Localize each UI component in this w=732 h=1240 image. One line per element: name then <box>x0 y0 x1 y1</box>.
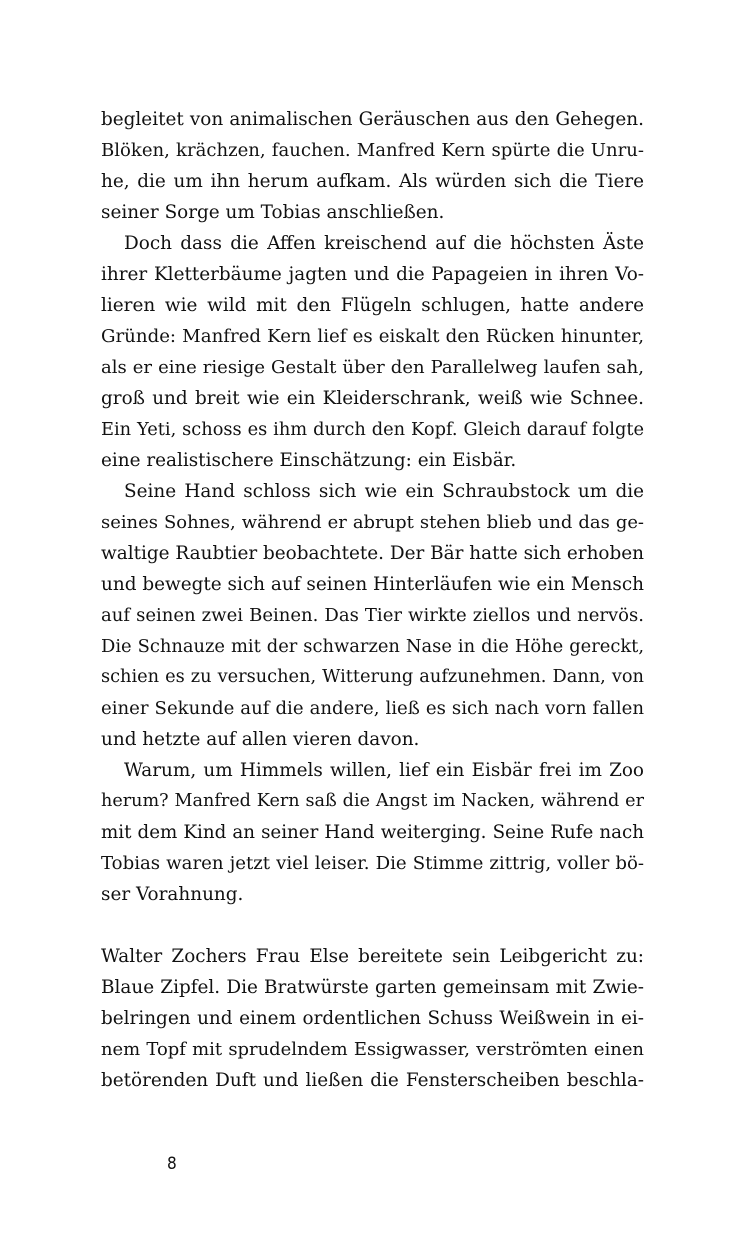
text-line: Blöken, krächzen, fauchen. Manfred Kern spürte die Unru- <box>101 140 644 161</box>
section-break <box>101 910 644 941</box>
body-text <box>101 104 644 1096</box>
text-line: ser Vorahnung. <box>101 884 244 905</box>
text-line: Ein Yeti, schoss es ihm durch den Kopf. Gleich darauf folgte <box>101 419 644 440</box>
text-line: als er eine riesige Gestalt über den Parallelweg laufen sah, <box>101 357 644 378</box>
paragraph <box>101 476 644 755</box>
text-line: Walter Zochers Frau Else bereitete sein Leibgericht zu: <box>101 946 644 967</box>
text-line: belringen und einem ordentlichen Schuss Weißwein in ei- <box>101 1008 644 1029</box>
paragraph <box>101 755 644 910</box>
text-line: und hetzte auf allen vieren davon. <box>101 729 420 750</box>
text-line: groß und breit wie ein Kleiderschrank, weiß wie Schnee. <box>101 388 644 409</box>
text-line: auf seinen zwei Beinen. Das Tier wirkte ziellos und nervös. <box>101 605 644 626</box>
text-line: Doch dass die Affen kreischend auf die höchsten Äste <box>124 233 644 254</box>
text-line: seines Sohnes, während er abrupt stehen blieb und das ge- <box>101 512 644 533</box>
text-line: begleitet von animalischen Geräuschen aus den Gehegen. <box>101 109 644 130</box>
text-line: eine realistischere Einschätzung: ein Eisbär. <box>101 450 517 471</box>
text-line: Warum, um Himmels willen, lief ein Eisbär frei im Zoo <box>124 760 644 781</box>
paragraph <box>101 941 644 1096</box>
text-line: nem Topf mit sprudelndem Essigwasser, verströmten einen <box>101 1039 644 1060</box>
text-line: mit dem Kind an seiner Hand weiterging. Seine Rufe nach <box>101 822 644 843</box>
paragraph <box>101 228 644 476</box>
text-line: lieren wie wild mit den Flügeln schlugen, hatte andere <box>101 295 644 316</box>
text-line: ihrer Kletterbäume jagten und die Papageien in ihren Vo- <box>101 264 644 285</box>
text-line: schien es zu versuchen, Witterung aufzunehmen. Dann, von <box>101 667 644 687</box>
text-line: Seine Hand schloss sich wie ein Schraubstock um die <box>124 481 644 502</box>
text-line: he, die um ihn herum aufkam. Als würden sich die Tiere <box>101 171 644 192</box>
text-line: seiner Sorge um Tobias anschließen. <box>101 202 445 223</box>
text-line: einer Sekunde auf die andere, ließ es sich nach vorn fallen <box>101 698 644 719</box>
text-line: Die Schnauze mit der schwarzen Nase in die Höhe gereckt, <box>101 636 644 657</box>
text-line: waltige Raubtier beobachtete. Der Bär hatte sich erhoben <box>101 543 644 564</box>
page-number: 8 <box>167 1154 177 1174</box>
text-line: Blaue Zipfel. Die Bratwürste garten gemeinsam mit Zwie- <box>101 977 644 998</box>
text-line: herum? Manfred Kern saß die Angst im Nacken, während er <box>101 791 644 811</box>
text-line: und bewegte sich auf seinen Hinterläufen wie ein Mensch <box>101 574 644 595</box>
paragraph <box>101 104 644 228</box>
text-line: betörenden Duft und ließen die Fensterscheiben beschla- <box>101 1070 644 1091</box>
text-line: Gründe: Manfred Kern lief es eiskalt den Rücken hinunter, <box>101 326 644 347</box>
text-line: Tobias waren jetzt viel leiser. Die Stimme zittrig, voller bö- <box>101 853 644 874</box>
